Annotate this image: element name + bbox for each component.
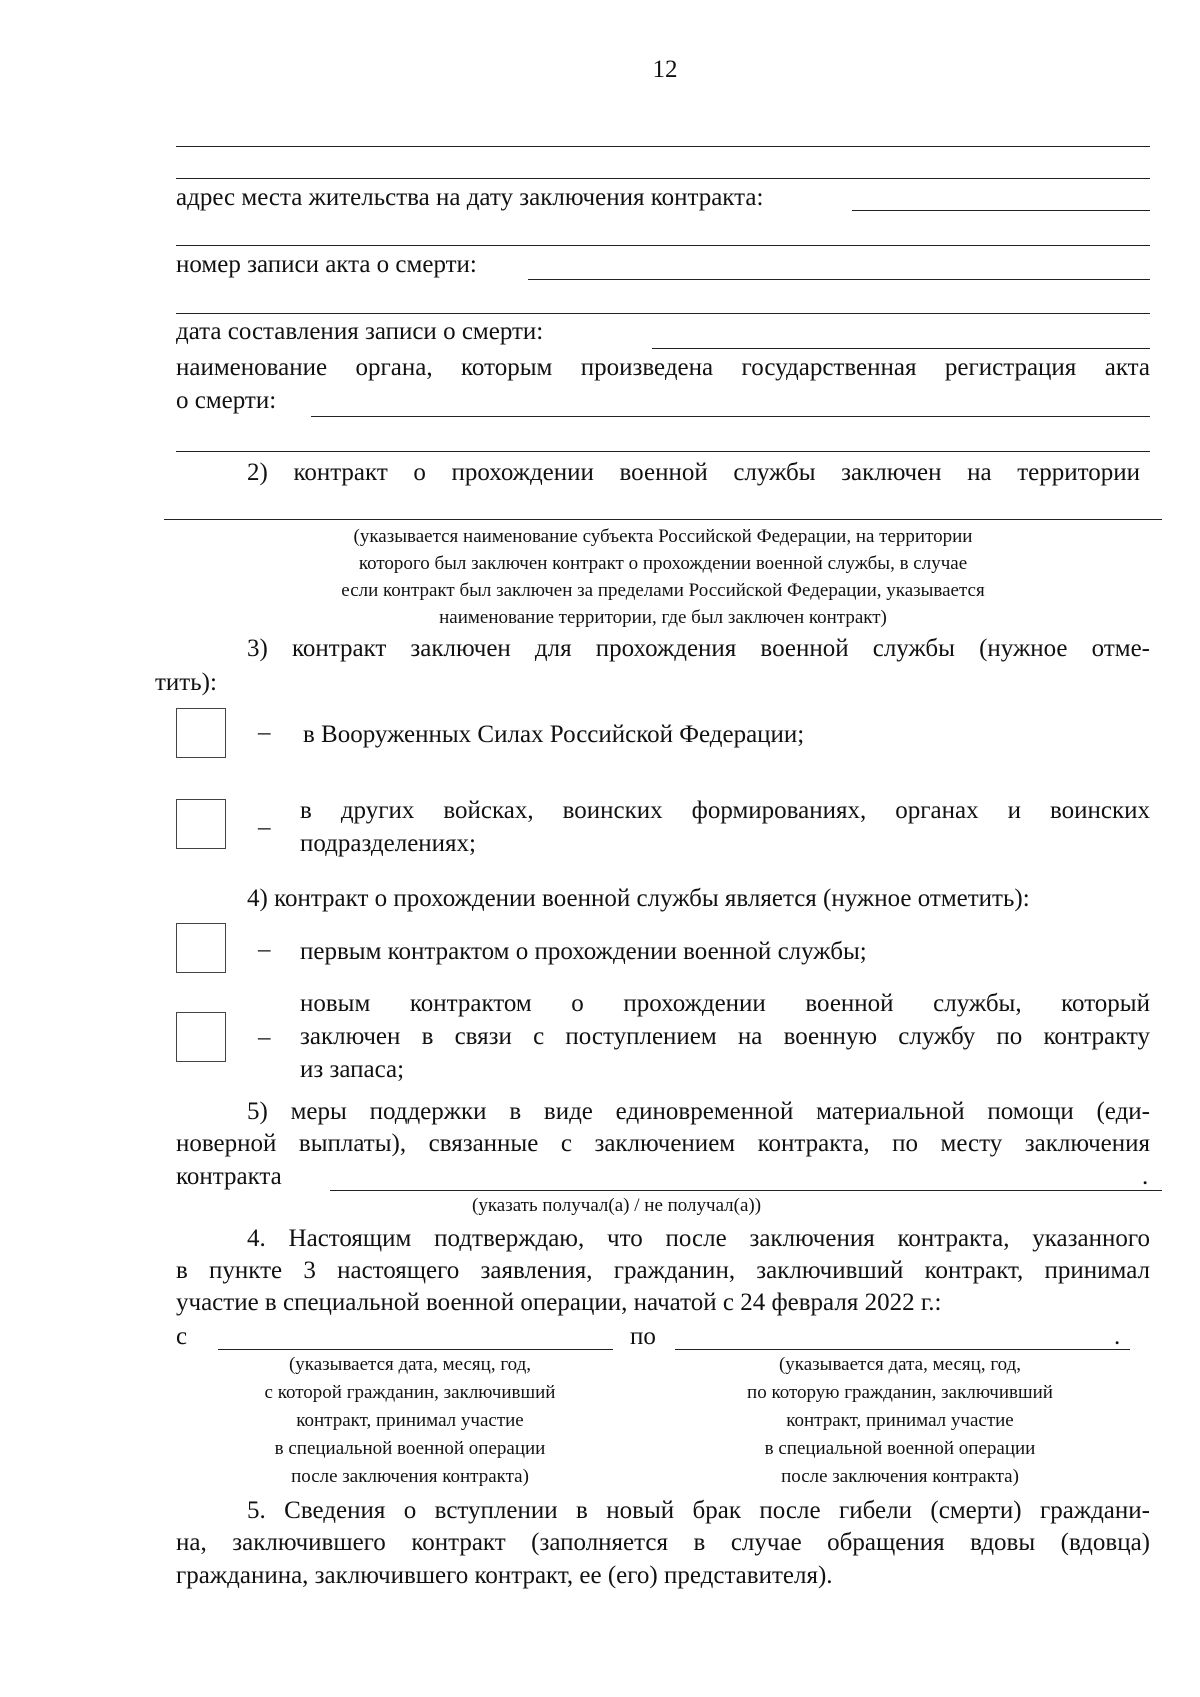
- to-hint: (указывается дата, месяц, год,: [778, 1354, 1022, 1375]
- section5-text: 5. Сведения о вступлении в новый брак после гибели (смерти) граждани-: [247, 1497, 1150, 1524]
- section4-text-cont: участие в специальной военной операции, начатой с 24 февраля 2022 г.:: [176, 1289, 942, 1316]
- checkbox-first-contract[interactable]: [176, 923, 226, 973]
- death-record-number-field[interactable]: [528, 279, 1150, 280]
- item2-hint: (указывается наименование субъекта Российской Федерации, на территории: [353, 526, 973, 547]
- option-other-troops-cont: подразделениях;: [300, 830, 476, 857]
- item2-hint: наименование территории, где был заключен контракт): [439, 607, 887, 628]
- to-hint: по которую гражданин, заключивший: [747, 1382, 1053, 1403]
- blank-line[interactable]: [176, 146, 1150, 147]
- option-new-contract-cont: заключен в связи с поступлением на военную службу по контракту: [300, 1023, 1150, 1050]
- from-hint: контракт, принимал участие: [296, 1410, 524, 1431]
- checkbox-other-troops[interactable]: [176, 799, 226, 849]
- to-hint: в специальной военной операции: [764, 1438, 1036, 1459]
- item2-text: 2) контракт о прохождении военной службы заключен на территории: [247, 459, 1140, 486]
- blank-line[interactable]: [176, 245, 1150, 246]
- from-hint: (указывается дата, месяц, год,: [288, 1354, 532, 1375]
- to-label: по: [630, 1323, 656, 1350]
- item5-hint: (указать получал(а) / не получал(а)): [472, 1195, 762, 1216]
- to-date-field[interactable]: [675, 1349, 1130, 1350]
- to-hint: после заключения контракта): [781, 1466, 1019, 1487]
- item3-text-cont: тить):: [155, 669, 217, 696]
- item5-text: 5) меры поддержки в виде единовременной материальной помощи (еди-: [247, 1098, 1150, 1125]
- page-number: 12: [652, 56, 678, 83]
- checkbox-new-contract[interactable]: [176, 1012, 226, 1062]
- from-hint: после заключения контракта): [291, 1466, 529, 1487]
- checkbox-armed-forces[interactable]: [176, 708, 226, 758]
- from-hint: в специальной военной операции: [274, 1438, 546, 1459]
- registration-body-field[interactable]: [311, 416, 1150, 417]
- blank-line[interactable]: [176, 313, 1150, 314]
- item5-text-cont: контракта: [176, 1163, 282, 1190]
- trailing-dot: .: [1114, 1323, 1121, 1350]
- option-dash: –: [258, 936, 271, 963]
- registration-body-label-cont: о смерти:: [176, 387, 277, 414]
- to-hint: контракт, принимал участие: [786, 1410, 1014, 1431]
- from-date-field[interactable]: [218, 1349, 613, 1350]
- option-dash: –: [258, 719, 271, 746]
- item2-hint: если контракт был заключен за пределами Российской Федерации, указывается: [341, 580, 985, 601]
- option-first-contract: первым контрактом о прохождении военной службы;: [300, 938, 867, 965]
- item2-hint: которого был заключен контракт о прохождении военной службы, в случае: [358, 553, 968, 574]
- section5-text-cont: гражданина, заключившего контракт, ее (его) представителя).: [176, 1562, 833, 1589]
- item3-text: 3) контракт заключен для прохождения военной службы (нужное отме-: [247, 635, 1150, 662]
- option-new-contract: новым контрактом о прохождении военной службы, который: [300, 990, 1150, 1017]
- section4-text: 4. Настоящим подтверждаю, что после заключения контракта, указанного: [247, 1225, 1150, 1252]
- option-new-contract-cont: из запаса;: [300, 1056, 405, 1083]
- option-dash: –: [258, 1024, 271, 1051]
- blank-line[interactable]: [176, 451, 1150, 452]
- death-record-date-field[interactable]: [652, 348, 1150, 349]
- death-record-number-label: номер записи акта о смерти:: [176, 251, 477, 278]
- option-armed-forces: в Вооруженных Силах Российской Федерации;: [303, 721, 805, 748]
- option-dash: _: [258, 805, 271, 832]
- territory-field[interactable]: [164, 519, 1162, 520]
- death-record-date-label: дата составления записи о смерти:: [176, 318, 544, 345]
- address-field[interactable]: [852, 210, 1150, 211]
- trailing-dot: .: [1142, 1163, 1149, 1190]
- item5-text-cont: новерной выплаты), связанные с заключением контракта, по месту заключения: [176, 1130, 1150, 1157]
- section5-text-cont: на, заключившего контракт (заполняется в случае обращения вдовы (вдовца): [176, 1529, 1150, 1556]
- section4-text-cont: в пункте 3 настоящего заявления, гражданин, заключивший контракт, принимал: [176, 1257, 1150, 1284]
- support-received-field[interactable]: [330, 1190, 1162, 1191]
- from-hint: с которой гражданин, заключивший: [264, 1382, 556, 1403]
- registration-body-label: наименование органа, которым произведена государственная регистрация акта: [176, 354, 1150, 381]
- blank-line[interactable]: [176, 178, 1150, 179]
- address-label: адрес места жительства на дату заключения контракта:: [176, 184, 764, 211]
- option-other-troops: в других войсках, воинских формированиях, органах и воинских: [300, 797, 1150, 824]
- from-label: с: [176, 1323, 188, 1350]
- item4-text: 4) контракт о прохождении военной службы является (нужное отметить):: [247, 885, 1030, 912]
